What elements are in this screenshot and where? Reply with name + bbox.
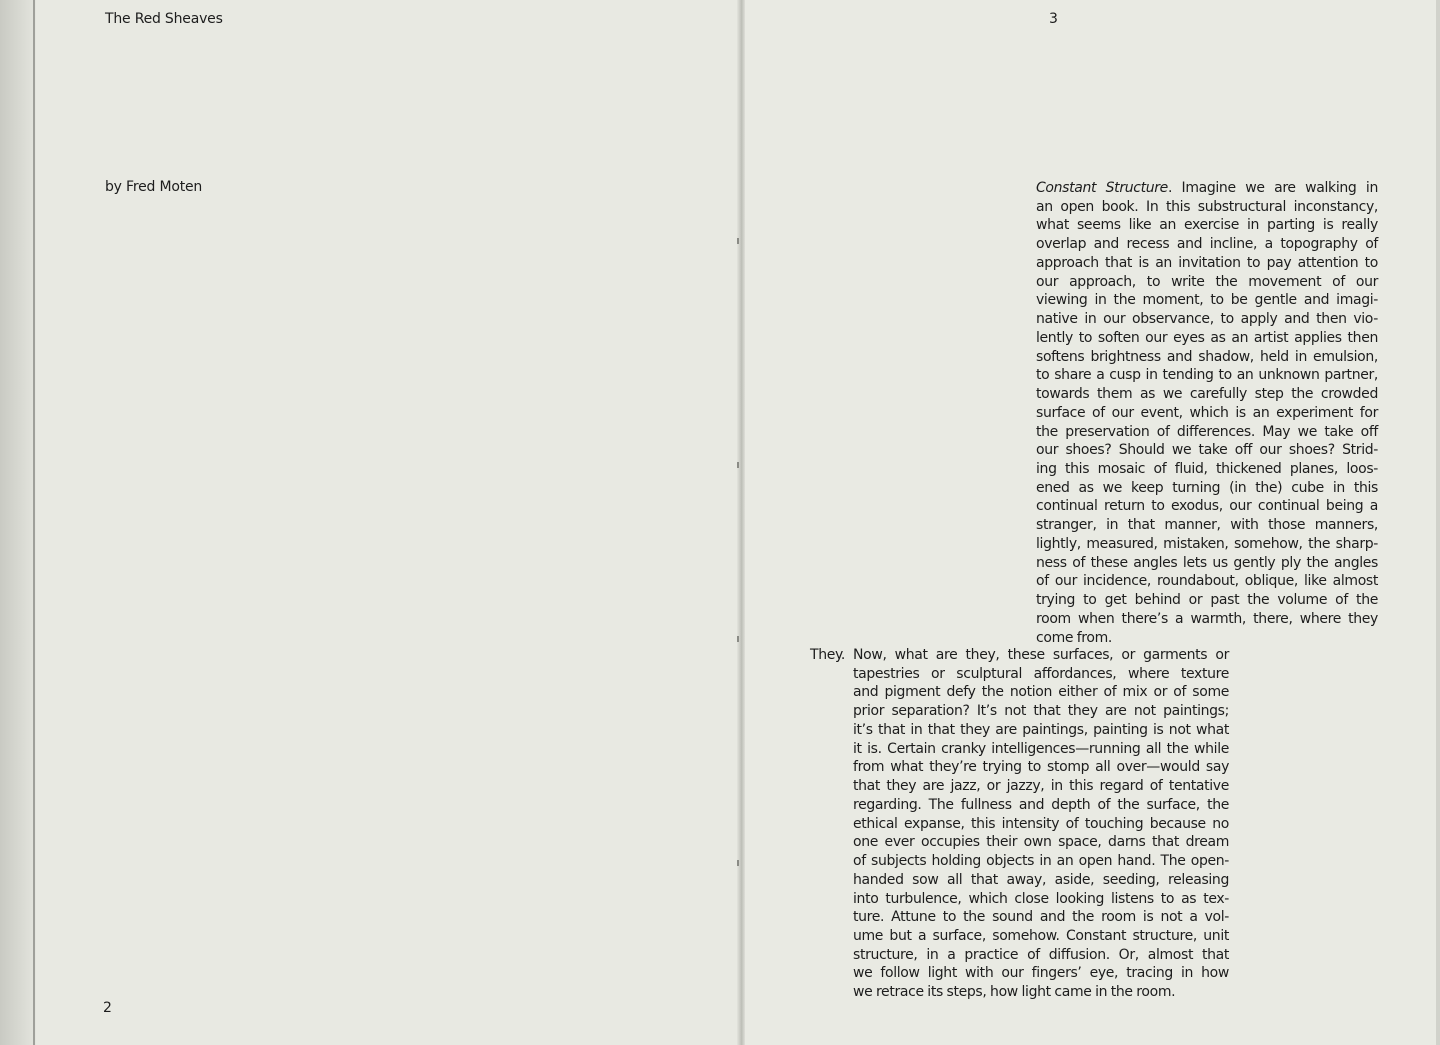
paragraph-line: from what they’re trying to stomp all over—would say [853,759,1229,776]
paragraph-line: handed sow all that away, aside, seeding, releasing [853,871,1229,888]
gutter-tick [737,238,739,244]
paragraph-line: approach that is an invitation to pay attention to [1036,254,1378,271]
paragraph-lead-word: They. [810,647,846,663]
paragraph-line: Now, what are they, these surfaces, or garments or [853,647,1229,663]
paragraph-line: towards them as we carefully step the crowded [1036,386,1378,403]
paragraph-line: lightly, measured, mistaken, somehow, the sharp- [1036,535,1378,552]
paragraph-line: ness of these angles lets us gently ply the angles [1036,554,1378,571]
paragraph-line: into turbulence, which close looking listens to as tex- [853,890,1229,907]
book-gutter [737,0,745,1045]
gutter-tick [737,462,739,468]
paragraph-line: ing this mosaic of fluid, thickened planes, loos- [1036,461,1378,478]
paragraph-line: trying to get behind or past the volume of the [1036,592,1378,609]
paragraph-line: prior separation? It’s not that they are not paintings; [853,703,1229,720]
paragraph-line: and pigment defy the notion either of mix or of some [853,684,1229,701]
book-left-edge [0,0,36,1045]
paragraph-line: stranger, in that manner, with those manners, [1036,517,1378,534]
page-number-left: 2 [103,1000,112,1016]
paragraph-line: surface of our event, which is an experiment for [1036,404,1378,421]
paragraph-line: tapestries or sculptural affordances, where texture [853,665,1229,682]
page-number-right: 3 [1049,11,1058,27]
paragraph-line: continual return to exodus, our continual being a [1036,498,1378,515]
paragraph-line: we follow light with our fingers’ eye, tracing in how [853,965,1229,982]
left-page [36,0,740,1045]
gutter-tick [737,860,739,866]
author-byline: by Fred Moten [105,179,203,195]
paragraph-line: the preservation of differences. May we take off [1036,423,1378,440]
paragraph-line: ened as we keep turning (in the) cube in this [1036,479,1378,496]
book-right-edge [1436,0,1440,1045]
paragraph-line: come from. [1036,629,1112,646]
paragraph-line: we retrace its steps, how light came in the room. [853,984,1176,1001]
paragraph-line: viewing in the moment, to be gentle and imagi- [1036,292,1378,309]
paragraph-line: one ever occupies their own space, darns that dream [853,834,1229,851]
paragraph-line: room when there’s a warmth, there, where they [1036,610,1378,627]
gutter-tick [737,636,739,642]
paragraph-line: our approach, to write the movement of our [1036,273,1378,290]
paragraph-line: lently to soften our eyes as an artist applies then [1036,329,1378,346]
paragraph-line: Constant Structure. Imagine we are walking in [1036,180,1378,196]
paragraph-line: of subjects holding objects in an open hand. The open- [853,853,1229,870]
paragraph-line: ture. Attune to the sound and the room is not a vol- [853,909,1229,926]
paragraph-line: it is. Certain cranky intelligences—running all the while [853,740,1229,757]
paragraph-line: native in our observance, to apply and then vio- [1036,311,1378,328]
paragraph-line: ume but a surface, somehow. Constant structure, unit [853,928,1229,945]
paragraph-line: softens brightness and shadow, held in emulsion, [1036,348,1378,365]
paragraph-line: it’s that in that they are paintings, painting is not what [853,721,1229,738]
paragraph-line: our shoes? Should we take off our shoes? Strid- [1036,442,1378,459]
paragraph-constant-structure [1036,179,1378,647]
paragraph-line: of our incidence, roundabout, oblique, like almost [1036,573,1378,590]
book-left-edge-line [33,0,35,1045]
running-head: The Red Sheaves [105,11,223,27]
paragraph-line: structure, in a practice of diffusion. Or, almost that [853,946,1229,963]
paragraph-they [853,646,1229,1002]
paragraph-line: an open book. In this substructural inconstancy, [1036,198,1378,215]
paragraph-line: regarding. The fullness and depth of the surface, the [853,796,1229,813]
paragraph-line: that they are jazz, or jazzy, in this regard of tentative [853,778,1229,795]
paragraph-line: overlap and recess and incline, a topography of [1036,236,1378,253]
italic-lead: Constant Structure [1036,180,1168,196]
paragraph-line: ethical expanse, this intensity of touching because no [853,815,1229,832]
paragraph-line: what seems like an exercise in parting is really [1036,217,1378,234]
paragraph-line: to share a cusp in tending to an unknown partner, [1036,367,1378,384]
